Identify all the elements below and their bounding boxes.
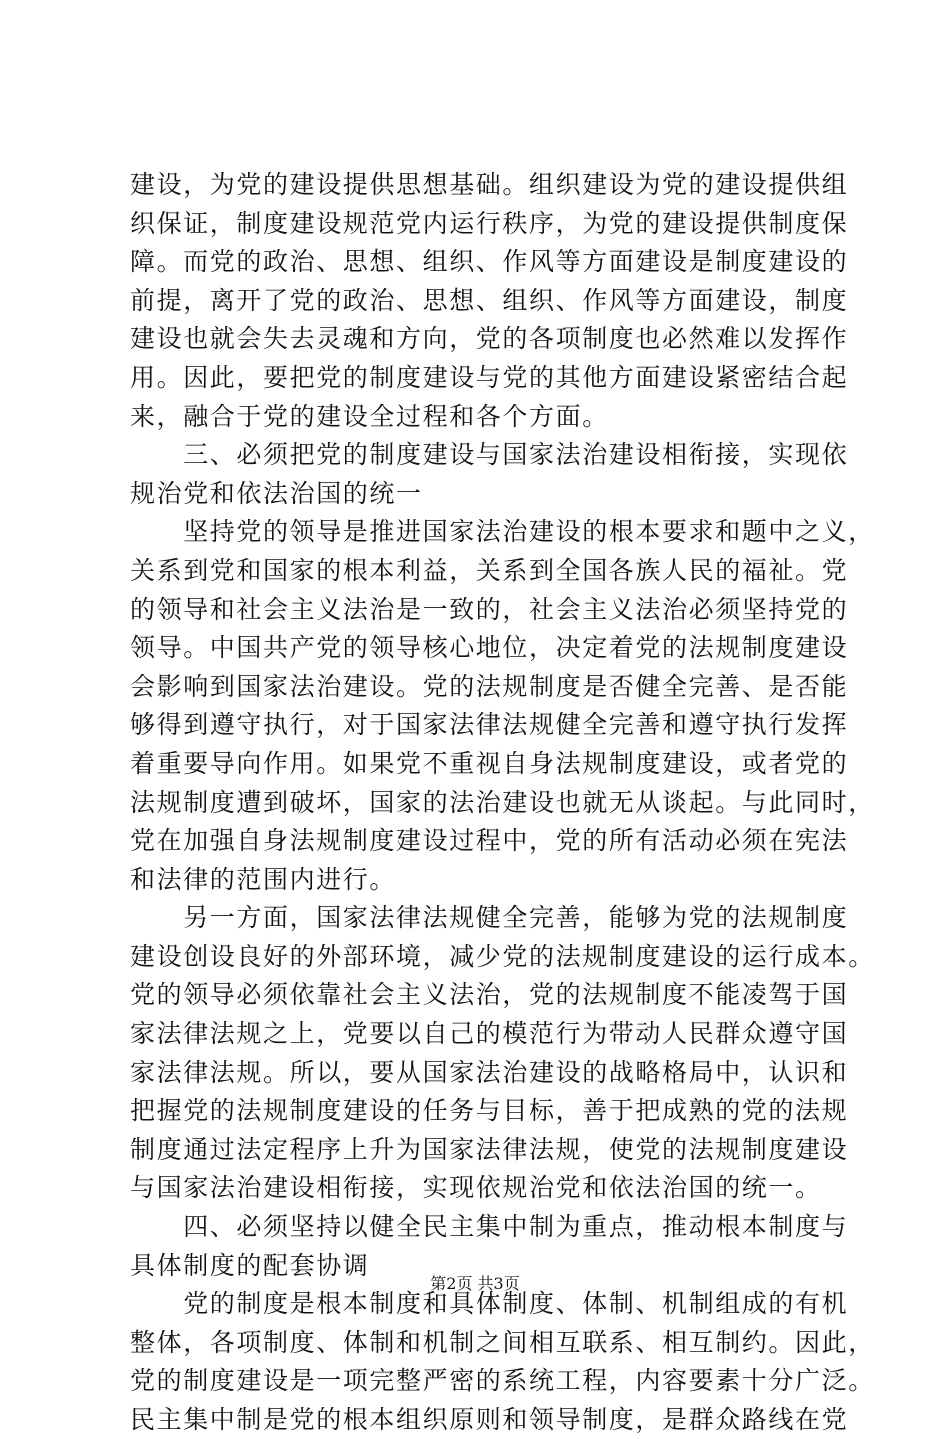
text-line: 三、必须把党的制度建设与国家法治建设相衔接，实现依 — [130, 440, 849, 470]
text-line: 党在加强自身法规制度建设过程中，党的所有活动必须在宪法 — [130, 826, 849, 856]
text-line: 党的领导必须依靠社会主义法治，党的法规制度不能凌驾于国 — [130, 980, 849, 1010]
text-line: 另一方面，国家法律法规健全完善，能够为党的法规制度 — [130, 903, 849, 933]
text-line: 建设创设良好的外部环境，减少党的法规制度建设的运行成本。 — [130, 941, 875, 971]
text-line: 建设也就会失去灵魂和方向，党的各项制度也必然难以发挥作 — [130, 324, 849, 354]
text-line: 领导。中国共产党的领导核心地位，决定着党的法规制度建设 — [130, 633, 849, 663]
text-line: 制度通过法定程序上升为国家法律法规，使党的法规制度建设 — [130, 1134, 849, 1164]
text-line: 家法律法规。所以，要从国家法治建设的战略格局中，认识和 — [130, 1057, 849, 1087]
text-line: 的领导和社会主义法治是一致的，社会主义法治必须坚持党的 — [130, 594, 849, 624]
text-line: 党的制度是根本制度和具体制度、体制、机制组成的有机 — [130, 1289, 849, 1319]
text-line: 建设，为党的建设提供思想基础。组织建设为党的建设提供组 — [130, 170, 849, 199]
text-line: 民主集中制是党的根本组织原则和领导制度，是群众路线在党 — [130, 1405, 849, 1434]
text-line: 家法律法规之上，党要以自己的模范行为带动人民群众遵守国 — [130, 1019, 849, 1049]
text-line: 织保证，制度建设规范党内运行秩序，为党的建设提供制度保 — [130, 208, 849, 238]
text-line: 来，融合于党的建设全过程和各个方面。 — [130, 401, 609, 431]
text-line: 前提，离开了党的政治、思想、组织、作风等方面建设，制度 — [130, 285, 849, 315]
text-line: 障。而党的政治、思想、组织、作风等方面建设是制度建设的 — [130, 247, 849, 277]
text-line: 四、必须坚持以健全民主集中制为重点，推动根本制度与 — [130, 1212, 849, 1242]
text-line: 坚持党的领导是推进国家法治建设的根本要求和题中之义， — [130, 517, 875, 547]
text-line: 用。因此，要把党的制度建设与党的其他方面建设紧密结合起 — [130, 362, 849, 392]
text-line: 整体，各项制度、体制和机制之间相互联系、相互制约。因此， — [130, 1327, 875, 1357]
text-line: 具体制度的配套协调 — [130, 1250, 370, 1280]
text-line: 把握党的法规制度建设的任务与目标，善于把成熟的党的法规 — [130, 1096, 849, 1126]
text-line: 法规制度遭到破坏，国家的法治建设也就无从谈起。与此同时， — [130, 787, 875, 817]
text-line: 够得到遵守执行，对于国家法律法规健全完善和遵守执行发挥 — [130, 710, 849, 740]
text-line: 着重要导向作用。如果党不重视自身法规制度建设，或者党的 — [130, 748, 849, 778]
page-footer: 第2页 共3页 — [430, 1274, 520, 1293]
body-text — [130, 166, 875, 1440]
text-line: 与国家法治建设相衔接，实现依规治党和依法治国的统一。 — [130, 1173, 822, 1203]
text-line: 会影响到国家法治建设。党的法规制度是否健全完善、是否能 — [130, 671, 849, 701]
text-line: 关系到党和国家的根本利益，关系到全国各族人民的福祉。党 — [130, 555, 849, 585]
text-line: 党的制度建设是一项完整严密的系统工程，内容要素十分广泛。 — [130, 1366, 875, 1396]
text-line: 规治党和依法治国的统一 — [130, 478, 423, 508]
text-line: 和法律的范围内进行。 — [130, 864, 397, 894]
